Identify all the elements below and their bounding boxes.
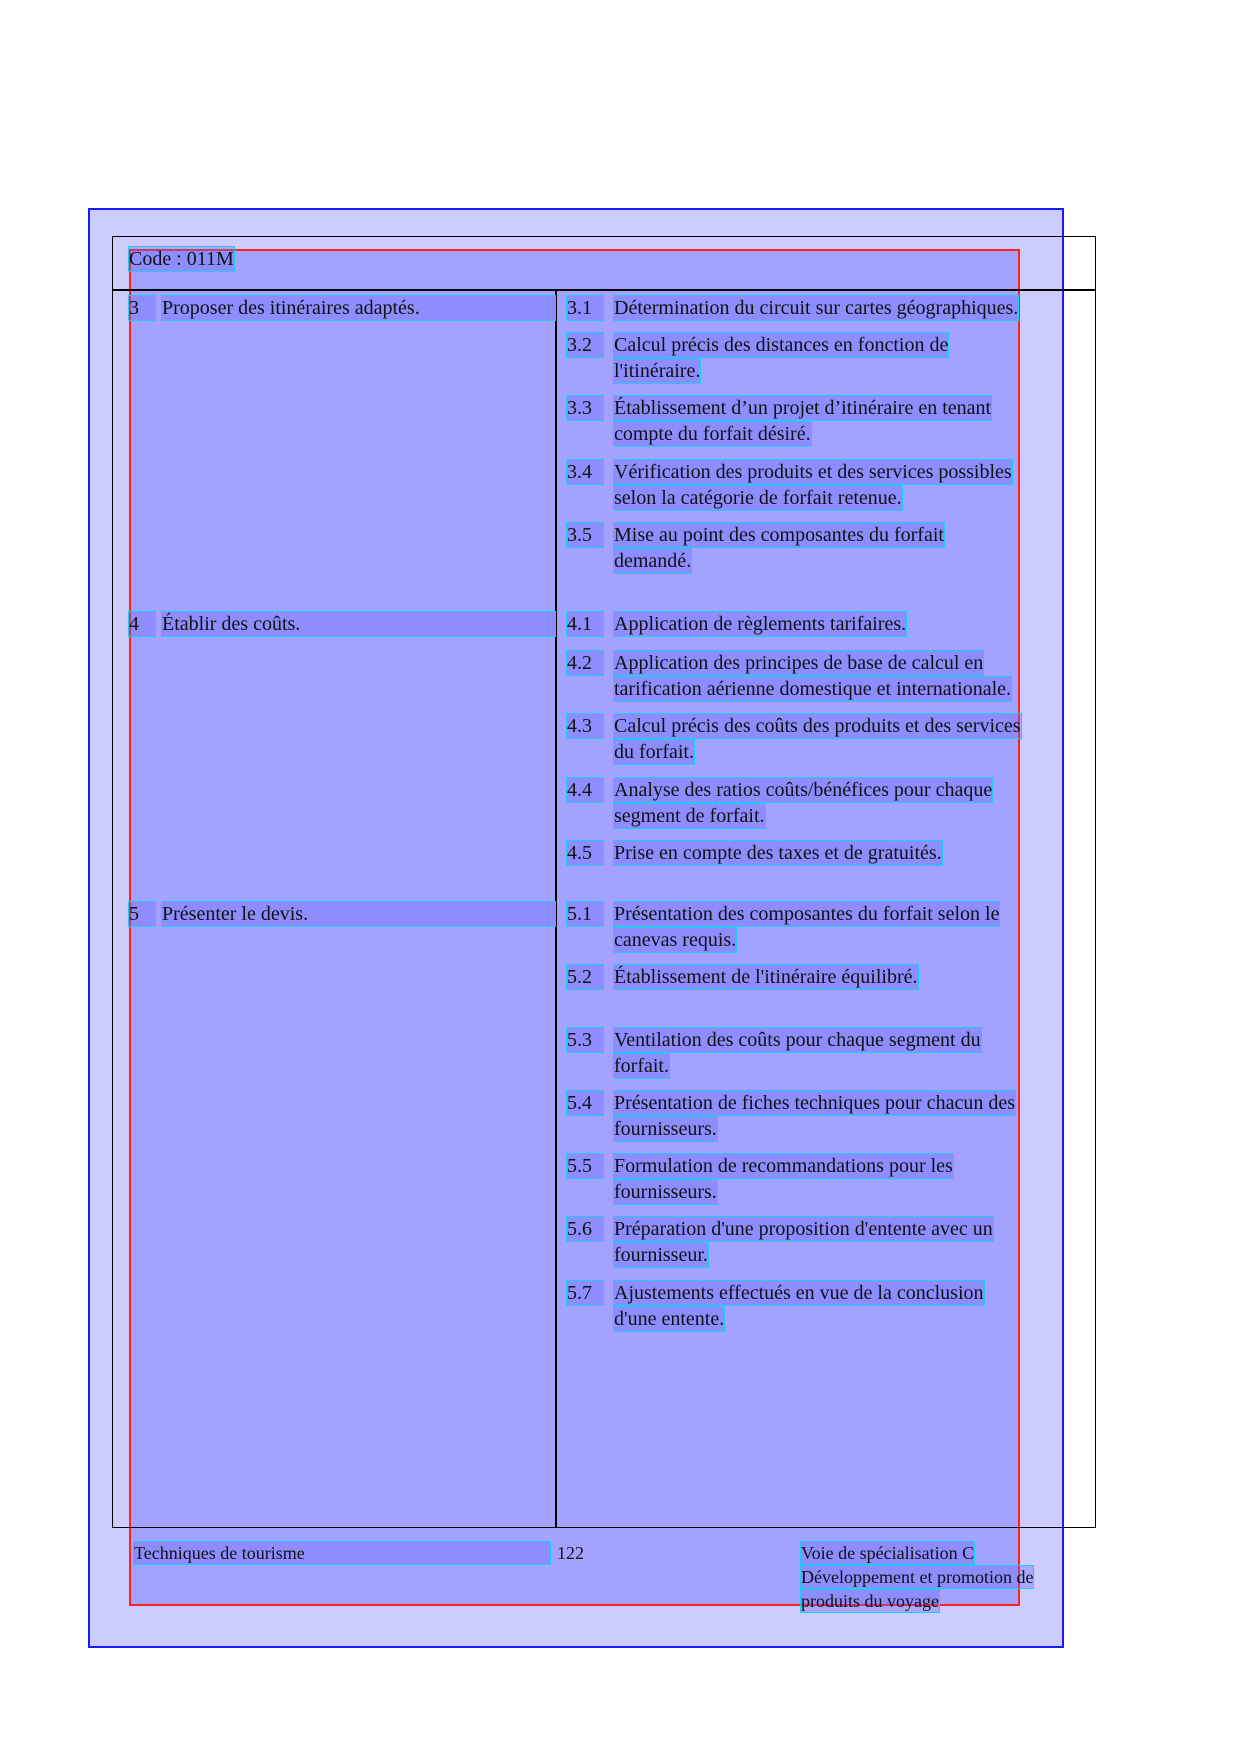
section-title: Proposer des itinéraires adaptés. <box>162 296 555 320</box>
section-number: 5 <box>129 902 155 926</box>
footer-program: Techniques de tourisme <box>134 1542 550 1564</box>
criterion-text: Calcul précis des distances en fonction de <box>614 334 949 356</box>
criterion-text: Prise en compte des taxes et de gratuités. <box>614 842 942 864</box>
criterion-text: d'une entente. <box>614 1308 725 1330</box>
criterion-text: Établissement de l'itinéraire équilibré. <box>614 966 918 988</box>
criterion-text: demandé. <box>614 550 692 572</box>
criterion-number: 5.1 <box>567 902 603 926</box>
criterion-number: 5.2 <box>567 965 603 989</box>
criterion-text: Établissement d’un projet d’itinéraire en tenant <box>614 397 992 419</box>
table-frame <box>112 236 1096 1528</box>
criterion-number: 5.3 <box>567 1028 603 1052</box>
criterion-text: forfait. <box>614 1055 669 1077</box>
column-divider <box>555 289 557 1528</box>
criterion-text: Présentation des composantes du forfait selon le <box>614 903 1000 925</box>
criterion-text: Analyse des ratios coûts/bénéfices pour chaque <box>614 779 993 801</box>
criterion-text: compte du forfait désiré. <box>614 423 811 445</box>
criterion-text: l'itinéraire. <box>614 360 701 382</box>
criterion-text: Application de règlements tarifaires. <box>614 613 907 635</box>
section-title: Présenter le devis. <box>162 902 555 926</box>
footer-track-line-2: Développement et promotion de <box>801 1567 1034 1587</box>
criterion-number: 4.4 <box>567 778 603 802</box>
header-divider <box>112 289 1096 291</box>
criterion-text: Préparation d'une proposition d'entente avec un <box>614 1218 993 1240</box>
criterion-text: segment de forfait. <box>614 805 765 827</box>
section-number: 3 <box>129 296 155 320</box>
criterion-text: Application des principes de base de calcul en <box>614 652 984 674</box>
criterion-number: 5.7 <box>567 1281 603 1305</box>
criterion-text: Ajustements effectués en vue de la conclusion <box>614 1282 984 1304</box>
criterion-number: 3.5 <box>567 523 603 547</box>
criterion-number: 5.4 <box>567 1091 603 1115</box>
criterion-text: fournisseurs. <box>614 1118 717 1140</box>
criterion-text: du forfait. <box>614 741 694 763</box>
criterion-text: selon la catégorie de forfait retenue. <box>614 487 902 509</box>
footer-track-line-3: produits du voyage <box>801 1591 939 1611</box>
footer-track-line-1: Voie de spécialisation C <box>801 1543 975 1563</box>
criterion-text: Vérification des produits et des services possibles <box>614 461 1012 483</box>
criterion-number: 3.2 <box>567 333 603 357</box>
criterion-number: 5.5 <box>567 1154 603 1178</box>
criterion-text: fournisseur. <box>614 1244 708 1266</box>
page-number: 122 <box>557 1543 584 1563</box>
criterion-text: Formulation de recommandations pour les <box>614 1155 953 1177</box>
criterion-number: 4.3 <box>567 714 603 738</box>
criterion-text: Présentation de fiches techniques pour chacun des <box>614 1092 1015 1114</box>
criterion-text: Ventilation des coûts pour chaque segment du <box>614 1029 981 1051</box>
criterion-text: Détermination du circuit sur cartes géographiques. <box>614 297 1019 319</box>
criterion-number: 3.4 <box>567 460 603 484</box>
code-label: Code : 011M <box>129 248 234 270</box>
criterion-number: 5.6 <box>567 1217 603 1241</box>
criterion-text: tarification aérienne domestique et internationale. <box>614 678 1012 700</box>
criterion-number: 4.5 <box>567 841 603 865</box>
section-number: 4 <box>129 612 155 636</box>
criterion-text: canevas requis. <box>614 929 737 951</box>
criterion-text: fournisseurs. <box>614 1181 717 1203</box>
section-title: Établir des coûts. <box>162 612 555 636</box>
criterion-text: Mise au point des composantes du forfait <box>614 524 944 546</box>
criterion-number: 3.3 <box>567 396 603 420</box>
criterion-number: 4.1 <box>567 612 603 636</box>
criterion-number: 4.2 <box>567 651 603 675</box>
criterion-text: Calcul précis des coûts des produits et des services <box>614 715 1021 737</box>
criterion-number: 3.1 <box>567 296 603 320</box>
